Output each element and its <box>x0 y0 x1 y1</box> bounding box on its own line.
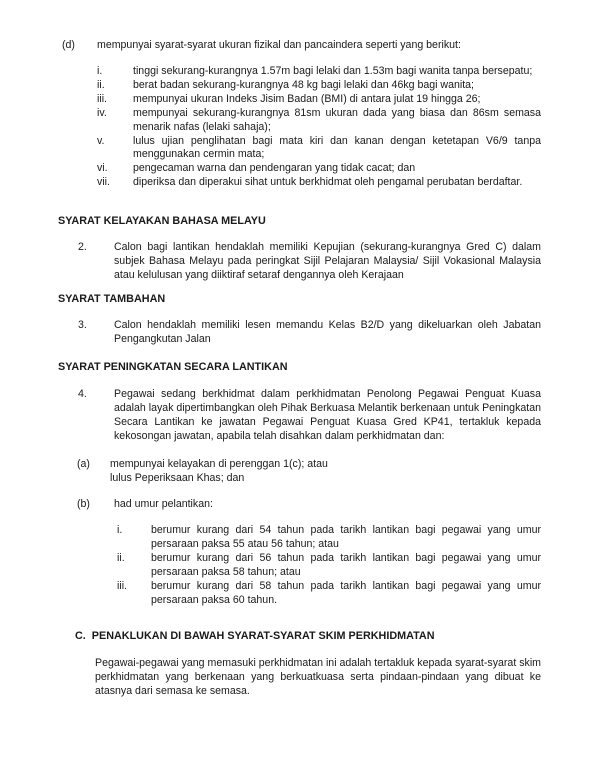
item-text: mempunyai ukuran Indeks Jisim Badan (BMI) di antara julat 19 hingga 26; <box>133 92 481 105</box>
item-marker: (d) <box>62 39 75 51</box>
item-number: i. <box>117 524 123 536</box>
item-text: mempunyai kelayakan di perenggan 1(c); atau <box>110 458 328 470</box>
item-text: berumur kurang dari 54 tahun pada tarikh lantikan bagi pegawai yang umur persaraan paksa 55 atau 56 tahun; atau <box>151 524 541 550</box>
item-number: i. <box>97 65 103 77</box>
section-heading: SYARAT TAMBAHAN <box>58 293 166 305</box>
section-heading: C. PENAKLUKAN DI BAWAH SYARAT-SYARAT SKIM PERKHIDMATAN <box>75 630 435 642</box>
item-number: iii. <box>97 92 108 105</box>
paragraph-number: 2. <box>78 241 87 253</box>
item-number: ii. <box>117 551 125 564</box>
item-marker: (b) <box>77 498 90 510</box>
list-item <box>97 162 541 176</box>
section-d-intro: mempunyai syarat-syarat ukuran fizikal dan pancaindera seperti yang berikut: <box>97 39 461 51</box>
list-item <box>117 552 541 580</box>
paragraph-text: Pegawai-pegawai yang memasuki perkhidmatan ini adalah tertakluk kepada syarat-syarat skim perkhidmatan yang berkenaan yang berkuatkuasa serta pindaan-pindaan yang dibuat ke atasnya dari semasa ke semasa. <box>95 657 541 697</box>
item-number: iv. <box>97 106 107 119</box>
list-item <box>117 524 541 552</box>
list-item <box>97 107 541 135</box>
item-text: diperiksa dan diperakui sihat untuk berkhidmat oleh pengamal perubatan berdaftar. <box>133 176 523 189</box>
paragraph-text: Pegawai sedang berkhidmat dalam perkhidmatan Penolong Pegawai Penguat Kuasa adalah layak dipertimbangkan oleh Pihak Berkuasa Melantik berkenaan untuk Peningkatan Secara Lantikan ke jawatan Pegawai Penguat Kuasa Gred KP41, tertakluk kepada kekosongan jawatan, apabila telah disahkan dalam perkhidmatan dan: <box>114 388 541 442</box>
item-text: berat badan sekurang-kurangnya 48 kg bagi lelaki dan 46kg bagi wanita; <box>133 78 475 91</box>
paragraph-text: Calon bagi lantikan hendaklah memiliki Kepujian (sekurang-kurangnya Gred C) dalam subjek Bahasa Melayu pada peringkat Sijil Pelajaran Malaysia/ Sijil Vokasional Malaysia atau kelulusan yang diiktiraf setaraf dengannya oleh Kerajaan <box>114 241 541 281</box>
item-text: had umur pelantikan: <box>114 498 213 510</box>
paragraph-number: 4. <box>78 388 87 400</box>
item-text: mempunyai sekurang-kurangnya 81sm ukuran dada yang biasa dan 86sm semasa menarik nafas (lelaki sahaja); <box>133 106 541 133</box>
list-item <box>97 135 541 163</box>
paragraph-text: Calon hendaklah memiliki lesen memandu Kelas B2/D yang dikeluarkan oleh Jabatan Pengangkutan Jalan <box>114 319 541 345</box>
list-item <box>117 580 541 608</box>
list-item <box>97 176 541 190</box>
item-text: lulus ujian penglihatan bagi mata kiri dan kanan dengan ketetapan V6/9 tanpa menggunakan cermin mata; <box>133 134 541 161</box>
item-number: vi. <box>97 162 108 175</box>
item-text: tinggi sekurang-kurangnya 1.57m bagi lelaki dan 1.53m bagi wanita tanpa bersepatu; <box>133 65 533 77</box>
item-marker: (a) <box>77 458 90 470</box>
paragraph-number: 3. <box>78 319 87 331</box>
item-text: pengecaman warna dan pendengaran yang tidak cacat; dan <box>133 162 416 175</box>
list-item <box>97 93 541 107</box>
age-limit-list <box>117 524 541 607</box>
list-item <box>97 79 541 93</box>
item-number: iii. <box>117 579 128 592</box>
section-heading: SYARAT KELAYAKAN BAHASA MELAYU <box>58 215 266 227</box>
item-number: vii. <box>97 176 110 189</box>
item-text: lulus Peperiksaan Khas; dan <box>110 472 245 484</box>
item-text: berumur kurang dari 56 tahun pada tarikh lantikan bagi pegawai yang umur persaraan paksa 58 tahun; atau <box>151 551 541 578</box>
item-number: v. <box>97 134 105 147</box>
physical-requirements-list <box>97 65 541 190</box>
section-heading: SYARAT PENINGKATAN SECARA LANTIKAN <box>58 361 288 373</box>
item-number: ii. <box>97 78 105 91</box>
item-text: berumur kurang dari 58 tahun pada tarikh lantikan bagi pegawai yang umur persaraan paksa 60 tahun. <box>151 579 541 606</box>
list-item <box>97 65 541 79</box>
